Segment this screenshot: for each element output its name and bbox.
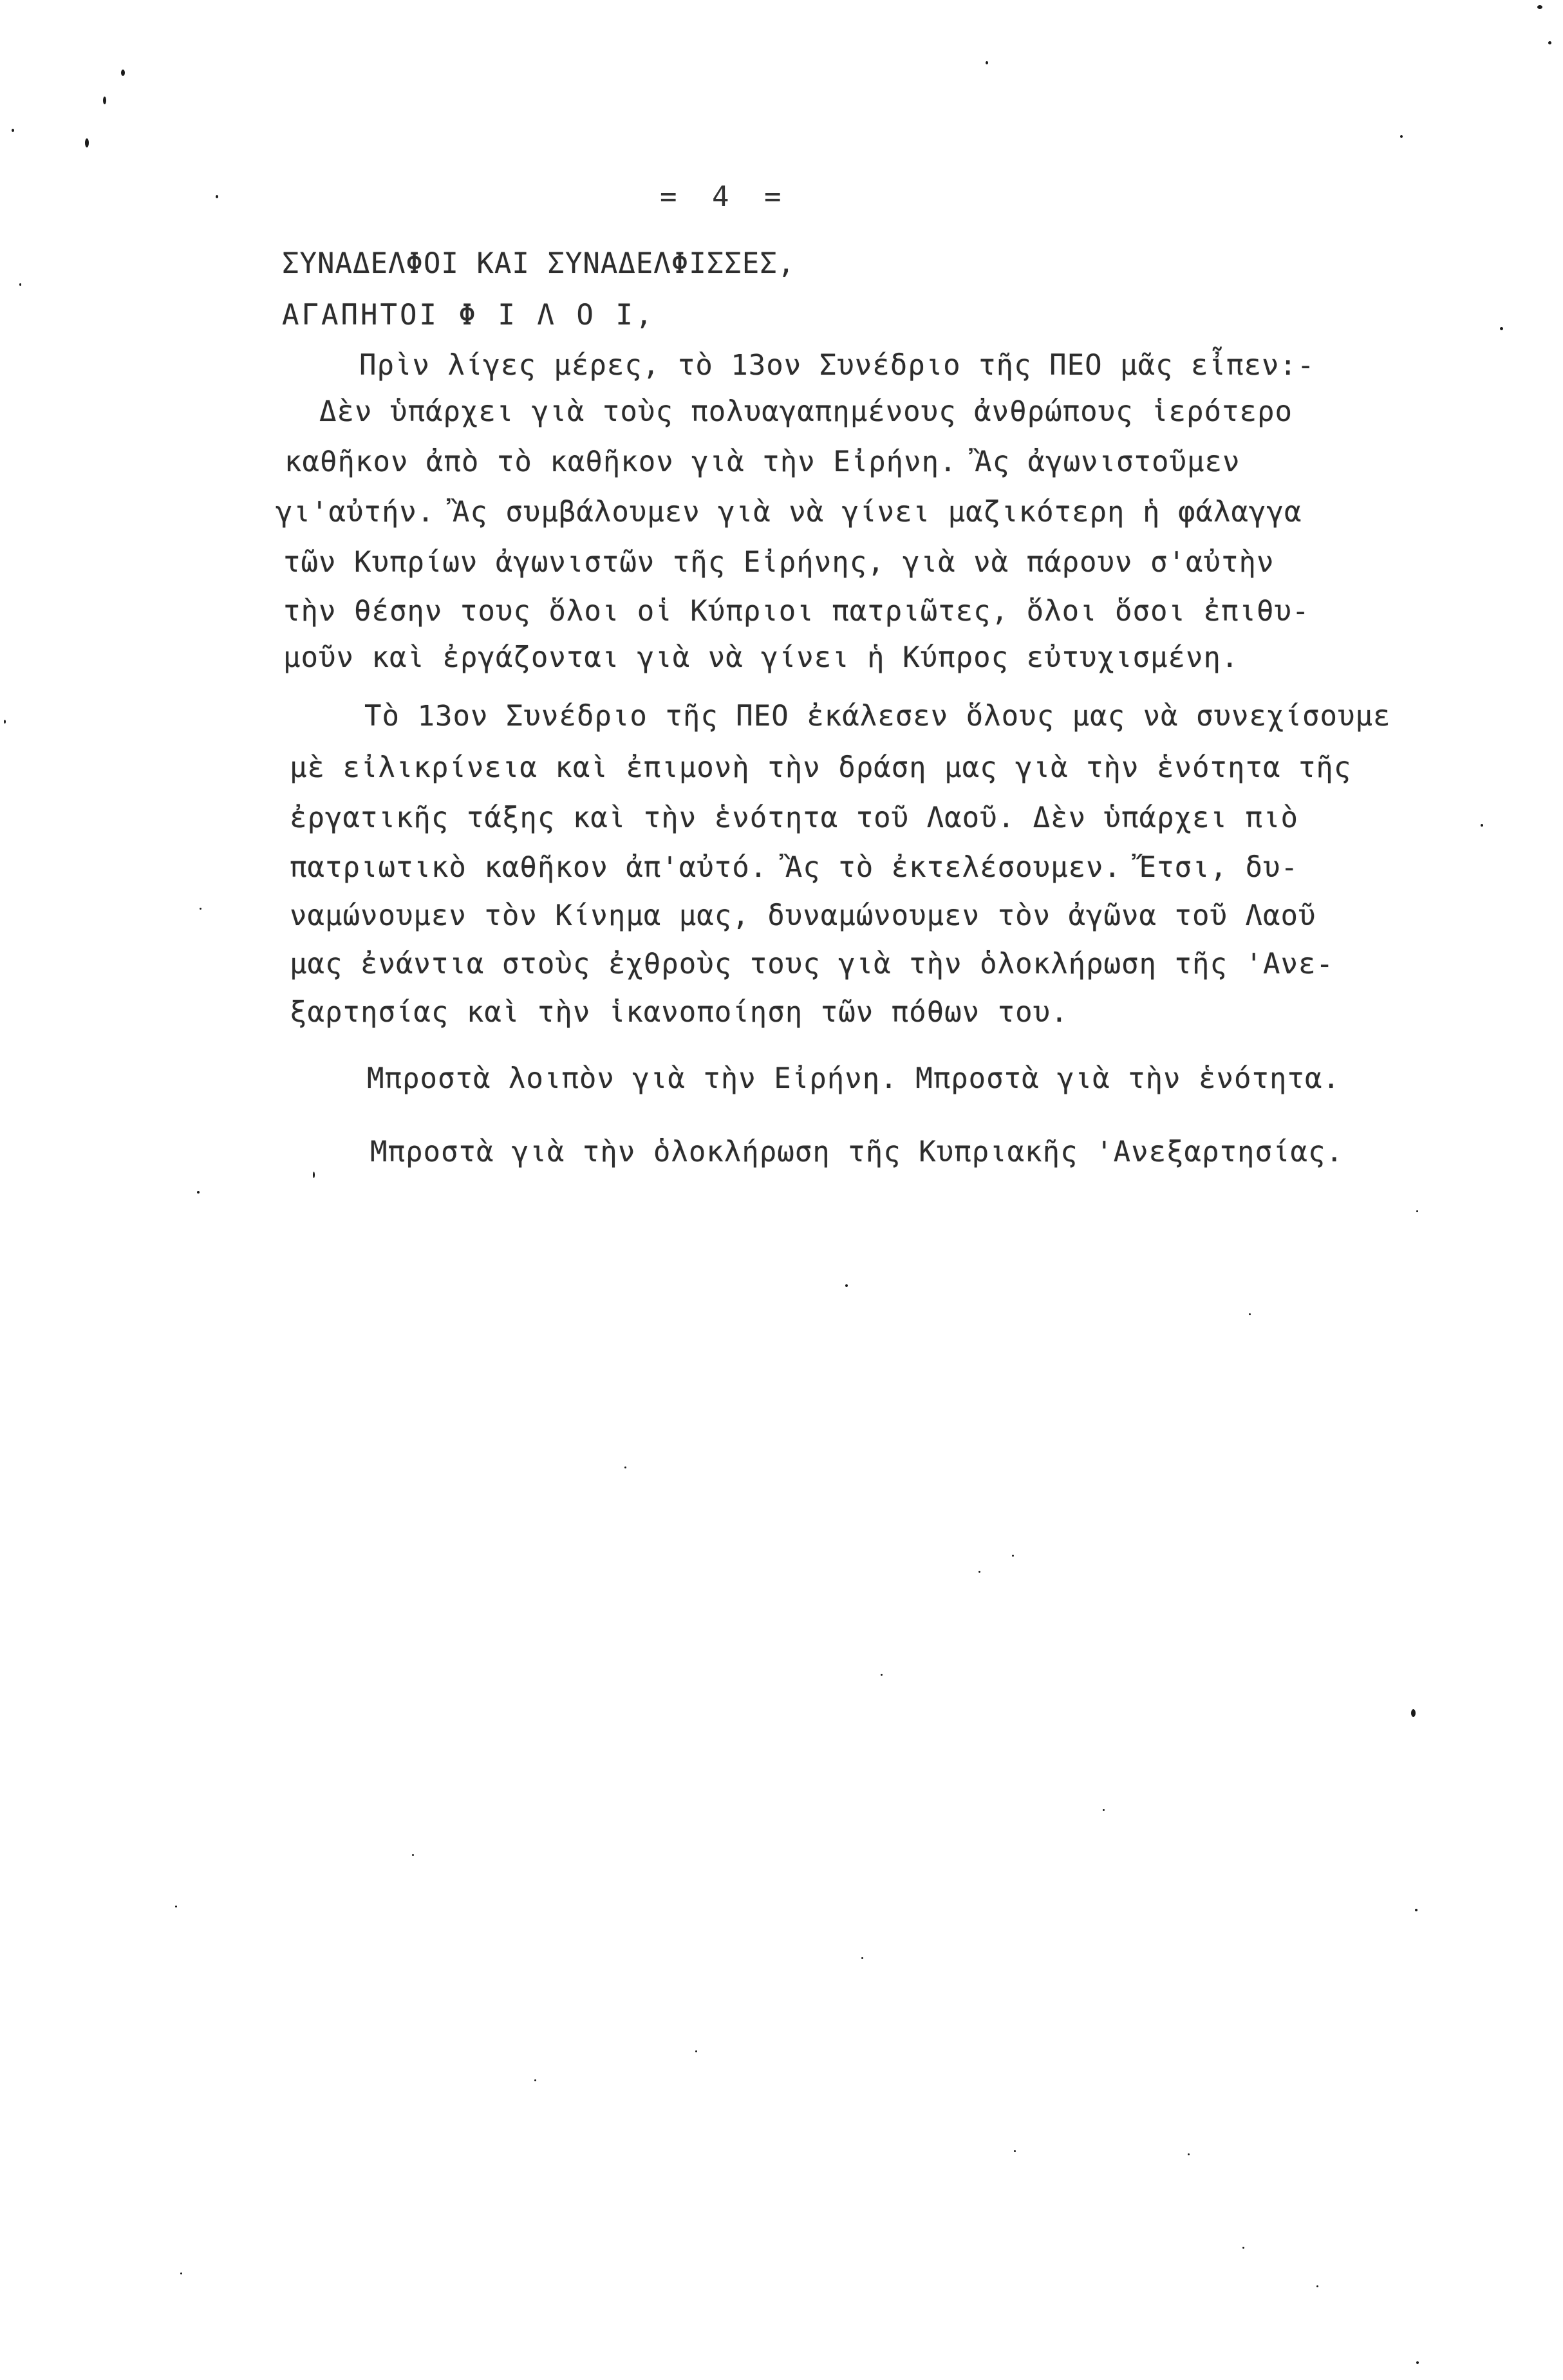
- paragraph-2-line: ξαρτησίας καὶ τὴν ἱκανοποίηση τῶν πόθων του.: [290, 996, 1069, 1029]
- paragraph-1-line: μοῦν καὶ ἐργάζονται γιὰ νὰ γίνει ἡ Κύπρος εὐτυχισμένη.: [283, 641, 1239, 674]
- greeting-line-1: ΣΥΝΑΔΕΛΦΟΙ ΚΑΙ ΣΥΝΑΔΕΛΦΙΣΣΕΣ,: [282, 247, 796, 280]
- paragraph-1-line: γι'αὐτήν. Ἂς συμβάλουμεν γιὰ νὰ γίνει μαζικότερη ἡ φάλαγγα: [276, 496, 1302, 529]
- paragraph-2-line: μὲ εἰλικρίνεια καὶ ἐπιμονὴ τὴν δράση μας γιὰ τὴν ἑνότητα τῆς: [290, 751, 1352, 784]
- paragraph-2-line: πατριωτικὸ καθῆκον ἀπ'αὐτό. Ἂς τὸ ἐκτελέσουμεν. Ἔτσι, δυ-: [290, 851, 1298, 884]
- paragraph-2-line: ἐργατικῆς τάξης καὶ τὴν ἑνότητα τοῦ Λαοῦ. Δὲν ὑπάρχει πιὸ: [290, 801, 1298, 834]
- paragraph-1-line: τὴν θέσην τους ὅλοι οἱ Κύπριοι πατριῶτες, ὅλοι ὅσοι ἐπιθυ-: [283, 595, 1310, 628]
- paragraph-1-line: Πρὶν λίγες μέρες, τὸ 13ον Συνέδριο τῆς ΠΕΟ μᾶς εἶπεν:-: [359, 349, 1315, 382]
- paragraph-1-line: τῶν Κυπρίων ἀγωνιστῶν τῆς Εἰρήνης, γιὰ νὰ πάρουν σ'αὐτὴν: [283, 546, 1275, 579]
- page-number: = 4 =: [660, 180, 791, 213]
- paragraph-1-line: καθῆκον ἀπὸ τὸ καθῆκον γιὰ τὴν Εἰρήνη. Ἂς ἀγωνιστοῦμεν: [285, 445, 1240, 478]
- paragraph-1-line: Δὲν ὑπάρχει γιὰ τοὺς πολυαγαπημένους ἀνθρώπους ἱερότερο: [319, 395, 1293, 428]
- closing-line-2: Μπροστὰ γιὰ τὴν ὁλοκλήρωση τῆς Κυπριακῆς 'Ανεξαρτησίας.: [370, 1136, 1343, 1168]
- greeting-line-2: ΑΓΑΠΗΤΟΙ Φ Ι Λ Ο Ι,: [282, 299, 655, 332]
- closing-line-1: Μπροστὰ λοιπὸν γιὰ τὴν Εἰρήνη. Μπροστὰ γιὰ τὴν ἑνότητα.: [367, 1062, 1340, 1095]
- paragraph-2-line: Τὸ 13ον Συνέδριο τῆς ΠΕΟ ἐκάλεσεν ὅλους μας νὰ συνεχίσουμε: [364, 700, 1391, 733]
- paragraph-2-line: μας ἐνάντια στοὺς ἐχθροὺς τους γιὰ τὴν ὁλοκλήρωση τῆς 'Ανε-: [290, 948, 1334, 980]
- paragraph-2-line: ναμώνουμεν τὸν Κίνημα μας, δυναμώνουμεν τὸν ἀγῶνα τοῦ Λαοῦ: [290, 899, 1316, 932]
